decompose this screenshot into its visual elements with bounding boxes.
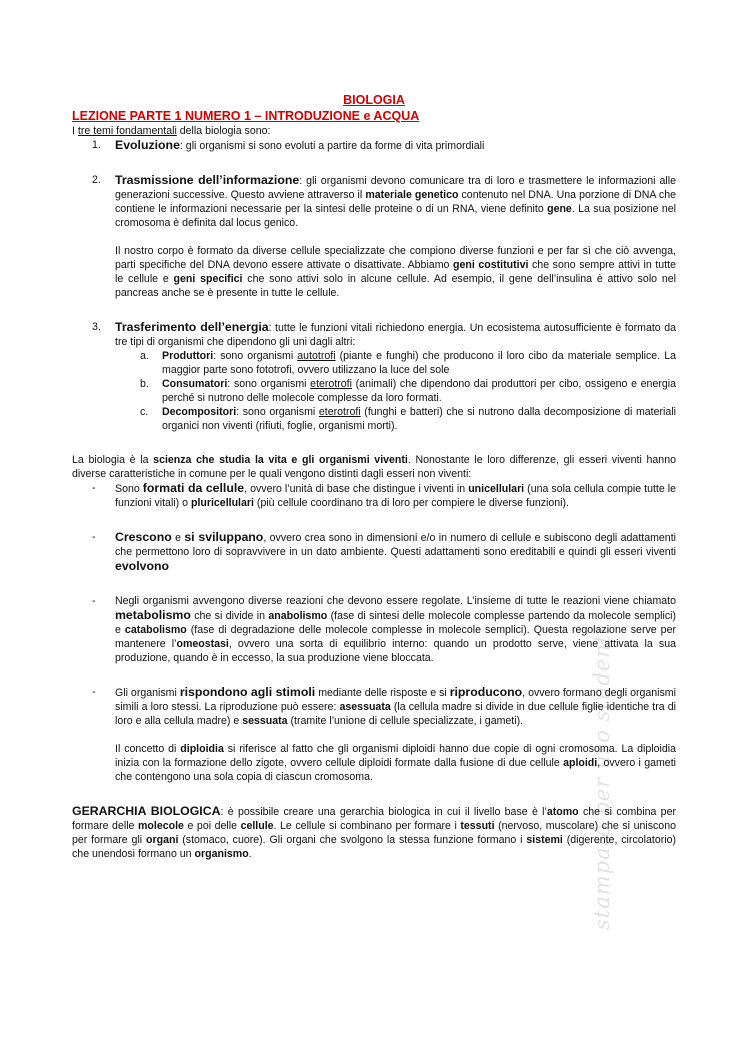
trait-item-metabolismo: - Negli organismi avvengono diverse reazioni che devono essere regolate. L’insieme di tutte le reazioni viene chiamato metabolismo che si divide in anabolismo (fase di sintesi delle molecole complesse partendo da molecole semplici) e catabolismo (fase di degradazione delle molecole complesse in molecole semplici). Questa regolazione serve per mantenere l’omeostasi, ovvero una sorta di equilibrio interno: quando un prodotto serve, viene attivata la sua produzione, quando è in eccesso, la sua produzione viene bloccata. <box>92 595 676 664</box>
sub-item-consumatori: b. Consumatori: sono organismi eterotrofi (animali) che dipendono dai produttori per cibo, ossigeno e energia perché si nutrono delle molecole complesse da loro formati. <box>140 378 676 404</box>
science-paragraph: La biologia è la scienza che studia la vita e gli organismi viventi. Nonostante le loro differenze, gli esseri viventi hanno diverse caratteristiche in comune per le quali vengono distinti dagli esseri non viventi: <box>72 454 676 480</box>
trait-item-cellule: - Sono formati da cellule, ovvero l’unità di base che distingue i viventi in unicellulari (una sola cellula compie tutte le funzioni vitali) o pluricellulari (più cellule coordinano tra di loro per compiere le diverse funzioni). <box>92 481 677 509</box>
theme-item-evoluzione: 1. Evoluzione: gli organismi si sono evoluti a partire da forme di vita primordiali <box>92 138 485 152</box>
trait-item-stimoli: - Gli organismi rispondono agli stimoli mediante delle risposte e si riproducono, ovvero formano degli organismi simili a loro stessi. La riproduzione può essere: asessuata (la cellula madre si divide in due cellule figlie identiche tra di loro e alla cellula madre) e sessuata (tramite l’unione di cellule specializzate, i gameti). Il concetto di diploidia si riferisce al fatto che gli organismi diploidi hanno due copie di ogni cromosoma. La diploidia inizia con la formazione dello zigote, ovvero cellule diploidi formate dalla fusione di due cellule aploidi, ovvero i gameti che contengono una sola copia di ciascun cromosoma. <box>92 685 676 783</box>
document-page <box>72 92 676 861</box>
hierarchy-paragraph: GERARCHIA BIOLOGICA: è possibile creare una gerarchia biologica in cui il livello base è l’atomo che si combina per formare delle molecole e poi delle cellule. Le cellule si combinano per formare i tessuti (nervoso, muscolare) che si uniscono per formare gli organi (stomaco, cuore). Gli organi che svolgono la stessa funzione formano i sistemi (digerente, circolatorio) che unendosi formano un organismo. <box>72 804 677 860</box>
watermark: stampato per uso studenti <box>590 626 614 930</box>
theme-item-trasmissione: 2. Trasmissione dell’informazione: gli organismi devono comunicare tra di loro e trasmettere le informazioni alle generazioni successive. Questo avviene attraverso il materiale genetico contenuto nel DNA. Una porzione di DNA che contiene le informazioni necessarie per la sintesi delle proteine o di un RNA, viene definito gene. La sua posizione nel cromosoma è definita dal locus genico. Il nostro corpo è formato da diverse cellule specializzate che compiono diverse funzioni e per far sì che ciò avvenga, parti specifiche del DNA devono essere attivate o disattivate. Abbiamo geni costitutivi che sono sempre attivi in tutte le cellule e geni specifici che sono attivi solo in alcune cellule. Ad esempio, il gene dell’insulina è attivo solo nel pancreas anche se è presente in tutte le cellule. <box>92 173 677 299</box>
theme-trasmissione-paragraph-2: Il nostro corpo è formato da diverse cellule specializzate che compiono diverse funzioni e per far sì che ciò avvenga, parti specifiche del DNA devono essere attivate o disattivate. Abbiamo geni costitutivi che sono sempre attivi in tutte le cellule e geni specifici che sono attivi solo in alcune cellule. Ad esempio, il gene dell’insulina è attivo solo nel pancreas anche se è presente in tutte le cellule. <box>115 245 676 299</box>
document-title: BIOLOGIA <box>343 93 405 107</box>
diploidia-paragraph: Il concetto di diploidia si riferisce al fatto che gli organismi diploidi hanno due copie di ogni cromosoma. La diploidia inizia con la formazione dello zigote, ovvero cellule diploidi formate dalla fusione di due cellule aploidi, ovvero i gameti che contengono una sola copia di ciascun cromosoma. <box>115 743 676 783</box>
sub-item-produttori: a. Produttori: sono organismi autotrofi (piante e funghi) che producono il loro cibo da materiale semplice. La maggior parte sono fototrofi, ovvero utilizzano la luce del sole <box>140 350 676 376</box>
intro-paragraph: I tre temi fondamentali della biologia sono: <box>72 125 271 137</box>
trait-item-crescita: - Crescono e si sviluppano, ovvero crea sono in dimensioni e/o in numero di cellule e subiscono degli adattamenti che permettono loro di sopravvivere in un dato ambiente. Questi adattamenti sono ereditabili e quindi gli esseri viventi evolvono <box>92 530 676 573</box>
lesson-subtitle: LEZIONE PARTE 1 NUMERO 1 – INTRODUZIONE e ACQUA <box>72 109 420 123</box>
theme-item-energia: 3. Trasferimento dell’energia: tutte le funzioni vitali richiedono energia. Un ecosistema autosufficiente è formato da tre tipi di organismi che dipendono gli uni dagli altri: <box>92 320 676 348</box>
sub-item-decompositori: c. Decompositori: sono organismi eterotrofi (funghi e batteri) che si nutrono dalla decomposizione di materiali organici non viventi (rifiuti, foglie, organismi morti). <box>140 406 676 432</box>
